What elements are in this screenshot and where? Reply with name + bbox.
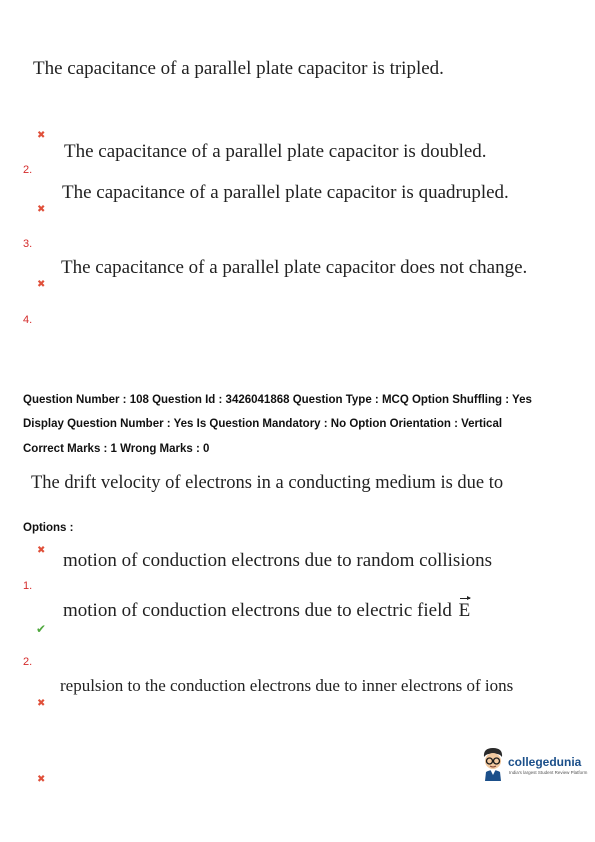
correct-mark-icon: ✔ [36, 622, 47, 636]
question-meta-line-2: Display Question Number : Yes Is Question Mandatory : No Option Orientation : Vertical [23, 418, 503, 430]
q107-option-1-text: The capacitance of a parallel plate capacitor is doubled. [64, 141, 487, 162]
question-meta-line-1: Question Number : 108 Question Id : 3426041868 Question Type : MCQ Option Shuffling : Yes [23, 394, 532, 406]
q107-option-2-text: The capacitance of a parallel plate capacitor is quadrupled. [62, 182, 509, 203]
q108-option-3-text: repulsion to the conduction electrons due to inner electrons of ions [60, 676, 514, 695]
wrong-mark-icon: ✖ [37, 204, 46, 215]
q107-option-4-number: 4. [23, 314, 33, 326]
q108-option-2-number: 2. [23, 656, 33, 668]
wrong-mark-icon: ✖ [37, 698, 46, 709]
q107-option-3-text: The capacitance of a parallel plate capacitor does not change. [61, 257, 528, 278]
q108-option-2-text [63, 600, 470, 622]
question-107-stem: The capacitance of a parallel plate capacitor is tripled. [33, 58, 444, 79]
question-meta-line-3: Correct Marks : 1 Wrong Marks : 0 [23, 443, 210, 455]
logo-wordmark: collegedunia [508, 755, 582, 769]
mascot-icon [479, 745, 507, 781]
q108-option-2-label: motion of conduction electrons due to electric field [63, 600, 452, 621]
q108-option-1-text: motion of conduction electrons due to random collisions [63, 550, 493, 571]
q107-option-3-number: 3. [23, 238, 33, 250]
wrong-mark-icon: ✖ [37, 545, 46, 556]
options-label: Options : [23, 522, 74, 534]
collegedunia-logo [479, 745, 591, 781]
logo-tagline: India's largest Student Review Platform [509, 770, 588, 775]
question-108-stem: The drift velocity of electrons in a conducting medium is due to [31, 473, 504, 493]
q108-option-1-number: 1. [23, 580, 33, 592]
wrong-mark-icon: ✖ [37, 774, 46, 785]
wrong-mark-icon: ✖ [37, 130, 46, 141]
wrong-mark-icon: ✖ [37, 279, 46, 290]
electric-field-vector-symbol: E [458, 600, 471, 621]
q107-option-2-number: 2. [23, 164, 33, 176]
